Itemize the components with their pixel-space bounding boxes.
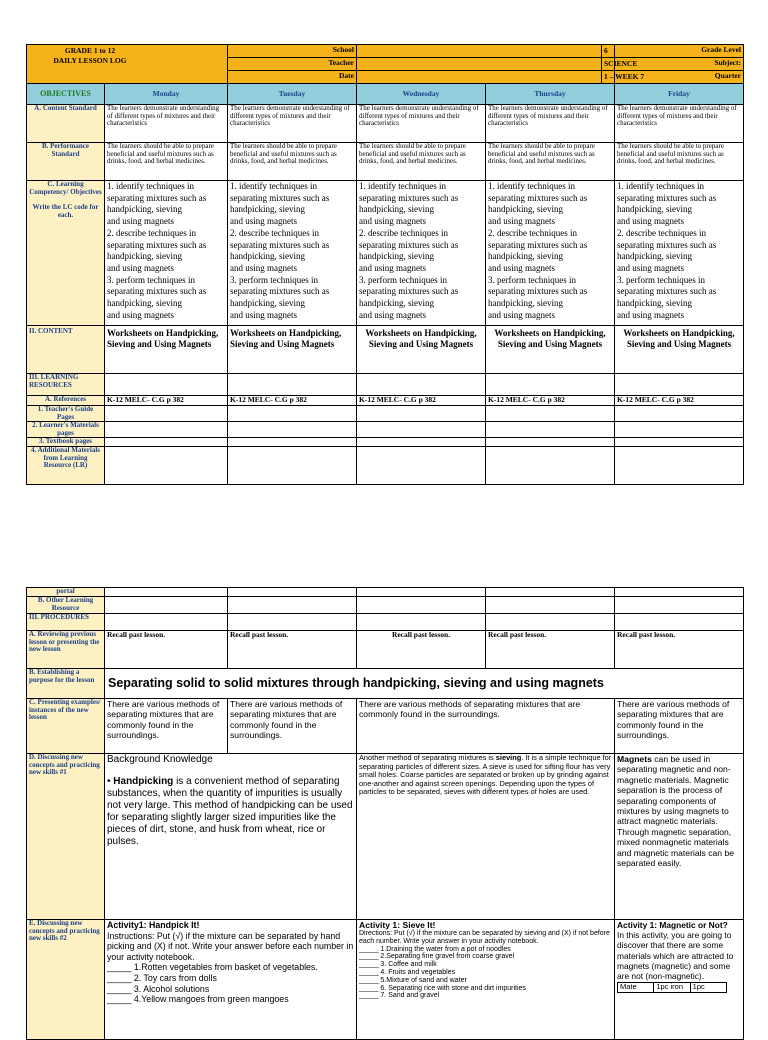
- performance-standard-monday: The learners should be able to prepare beneficial and useful mixtures such as drinks, food, and herbal medicines.: [105, 143, 228, 181]
- content-standard-label: A. Content Standard: [27, 105, 105, 143]
- content-standard-monday: The learners demonstrate understanding of different types of mixtures and their characteristics: [105, 105, 228, 143]
- presenting-wednesday-thursday: There are various methods of separating mixtures that are commonly found in the surroundings.: [357, 699, 615, 754]
- activity-sieve-instructions: Directions: Put (√) if the mixture can be separated by sieving and (X) if not before each number. Write your answer in your activity notebook.: [359, 930, 610, 945]
- references-wednesday: K-12 MELC- C.G p 382: [357, 396, 486, 406]
- recall-thursday: Recall past lesson.: [486, 631, 615, 669]
- subject-label: Subject:: [615, 58, 744, 71]
- recall-tuesday: Recall past lesson.: [228, 631, 357, 669]
- performance-standard-friday: The learners should be able to prepare beneficial and useful mixtures such as drinks, food, and herbal medicines.: [615, 143, 744, 181]
- teacher-value[interactable]: [357, 58, 615, 71]
- background-heading: Background Knowledge: [107, 754, 213, 765]
- recall-monday: Recall past lesson.: [105, 631, 228, 669]
- presenting-label: C. Presenting examples/ instances of the new lesson: [27, 699, 105, 754]
- additional-materials-label: 4. Additional Materials from Learning Resource (LR): [27, 447, 105, 485]
- recall-friday: Recall past lesson.: [615, 631, 744, 669]
- activity-sieve-title: Activity 1: Sieve It!: [359, 920, 436, 930]
- quarter-label: Quarter: [615, 71, 744, 84]
- activity-sieve-item: _____ 7. Sand and gravel: [359, 992, 440, 1000]
- magnets-term: Magnets: [617, 754, 652, 764]
- date-value[interactable]: [357, 71, 615, 84]
- other-resource-label: B. Other Learning Resource: [27, 597, 105, 614]
- activity-sieve-item: _____ 1.Draining the water from a pot of noodles: [359, 945, 511, 953]
- textbook-label: 3. Textbook pages: [27, 438, 105, 447]
- objectives-heading: OBJECTIVES: [27, 84, 105, 105]
- sieving-pre: Another method of separating mixtures is: [359, 753, 496, 762]
- magnets-background: [615, 754, 744, 920]
- activity-magnetic: [615, 920, 744, 1040]
- header-values: [601, 44, 743, 83]
- grade-level-value: 6: [601, 44, 743, 57]
- activity-sieve-item: _____ 5.Mixture of sand and water: [359, 976, 467, 984]
- log-title: DAILY LESSON LOG: [53, 56, 127, 65]
- learners-materials-label: 2. Learner's Materials pages: [27, 422, 105, 438]
- teacher-label: Teacher: [228, 58, 357, 71]
- activity-handpick-item: _____ 4.Yellow mangoes from green mangoes: [107, 994, 289, 1005]
- recall-wednesday: Recall past lesson.: [357, 631, 486, 669]
- sieving-background: [357, 754, 615, 920]
- presenting-monday: There are various methods of separating mixtures that are commonly found in the surroundings.: [105, 699, 228, 754]
- references-label: A. References: [27, 396, 105, 406]
- lesson-log-page-1: [26, 44, 743, 485]
- materials-table-cell: Mate: [618, 983, 654, 993]
- activity-sieve-item: _____ 3. Coffee and milk: [359, 961, 437, 969]
- log-title-cell: [27, 45, 228, 84]
- content-label: II. CONTENT: [27, 326, 105, 374]
- magnets-text: can be used in separating magnetic and non-magnetic materials. Magnetic separation is the process of separating components of mixtures by using magnets to attract magnetic materials. Through magnetic separation, mixed nonmagnetic materials and magnetic materials can be separated easily.: [617, 754, 735, 869]
- activity-handpick-title: Activity1: Handpick It!: [107, 920, 200, 930]
- activity-magnetic-text: In this activity, you are going to discover that there are some materials which are attracted to magnets (magnetic) and some are not (non-magnetic).: [617, 930, 734, 982]
- materials-table-cell: 1pc: [690, 983, 726, 993]
- lesson-log-page-2: [26, 587, 743, 1040]
- performance-standard-wednesday: The learners should be able to prepare beneficial and useful mixtures such as drinks, food, and herbal medicines.: [357, 143, 486, 181]
- activity-sieve-item: _____ 2.Separating fine gravel from coarse gravel: [359, 953, 515, 961]
- date-label: Date: [228, 71, 357, 84]
- lesson-log-table-2: [26, 587, 744, 1040]
- activity-handpick-item: _____ 1.Rotten vegetables from basket of vegetables.: [107, 962, 318, 973]
- performance-standard-thursday: The learners should be able to prepare beneficial and useful mixtures such as drinks, food, and herbal medicines.: [486, 143, 615, 181]
- competency-tuesday: 1. identify techniques in separating mixtures such as handpicking, sieving and using magnets 2. describe techniques in separating mixtures such as handpicking, sieving and using magnets 3. perform techniques in separating mixtures such as handpicking, sieving and using magnets: [228, 181, 357, 326]
- handpicking-background: [105, 754, 357, 920]
- performance-standard-label: B. Performance Standard: [27, 143, 105, 181]
- references-friday: K-12 MELC- C.G p 382: [615, 396, 744, 406]
- learning-resources-label: III. LEARNING RESOURCES: [27, 374, 105, 396]
- competency-monday: 1. identify techniques in separating mixtures such as handpicking, sieving and using magnets 2. describe techniques in separating mixtures such as handpicking, sieving and using magnets 3. perform techniques in separating mixtures such as handpicking, sieving and using magnets: [105, 181, 228, 326]
- content-standard-tuesday: The learners demonstrate understanding of different types of mixtures and their characteristics: [228, 105, 357, 143]
- procedures-label: III. PROCEDURES: [27, 614, 105, 631]
- competency-note: Write the LC code for each.: [32, 203, 99, 219]
- content-tuesday: Worksheets on Handpicking, Sieving and Using Magnets: [228, 326, 357, 374]
- grade-level-label: Grade Level: [615, 45, 744, 58]
- handpicking-text: is a convenient method of separating substances, when the quantity of impurities is usually not very large. This method of handpicking can be used for separating slightly larger sized impurities like the pieces of dirt, stone, and husk from wheat, rice or pulses.: [107, 776, 353, 847]
- activity-magnetic-title: Activity 1: Magnetic or Not?: [617, 920, 728, 930]
- bullet-icon: •: [107, 776, 114, 787]
- materials-table-cell: 1pc iron: [654, 983, 690, 993]
- activity-handpick-instructions: Instructions: Put (√) if the mixture can be separated by hand picking and (X) if not. Write your answer before each number in your activity notebook.: [107, 930, 354, 962]
- content-wednesday: Worksheets on Handpicking, Sieving and Using Magnets: [357, 326, 486, 374]
- content-thursday: Worksheets on Handpicking, Sieving and Using Magnets: [486, 326, 615, 374]
- competency-label: C. Learning Competency/ Objectives: [29, 180, 102, 196]
- content-friday: Worksheets on Handpicking, Sieving and Using Magnets: [615, 326, 744, 374]
- activity-handpick-item: _____ 3. Alcohol solutions: [107, 983, 210, 994]
- grade-title: GRADE 1 to 12: [64, 46, 116, 55]
- purpose-label: B. Establishing a purpose for the lesson: [27, 669, 105, 699]
- day-wednesday: Wednesday: [357, 84, 486, 105]
- activity-handpick: [105, 920, 357, 1040]
- references-thursday: K-12 MELC- C.G p 382: [486, 396, 615, 406]
- sieving-term: sieving: [495, 753, 522, 762]
- competency-thursday: 1. identify techniques in separating mixtures such as handpicking, sieving and using magnets 2. describe techniques in separating mixtures such as handpicking, sieving and using magnets 3. perform techniques in separating mixtures such as handpicking, sieving and using magnets: [486, 181, 615, 326]
- activity-handpick-item: _____ 2. Toy cars from dolls: [107, 972, 217, 983]
- discussing1-label: D. Discussing new concepts and practicing new skills #1: [27, 754, 105, 920]
- quarter-value: 1 – WEEK 7: [601, 70, 743, 83]
- subject-value: SCIENCE: [601, 57, 743, 70]
- day-monday: Monday: [105, 84, 228, 105]
- day-thursday: Thursday: [486, 84, 615, 105]
- sieving-text: . It is a simple technique for separating particles of different sizes. A sieve is used for sifting flour has very small holes. Coarse particles are separated or broken up by grinding against one-another and against screen openings. Depending upon the types of particles to be separated, sieves with different types of holes are used.: [359, 753, 612, 797]
- handpicking-term: Handpicking: [113, 776, 174, 787]
- activity-sieve-item: _____ 6. Separating rice with stone and dirt impurities: [359, 984, 526, 992]
- activity-sieve: [357, 920, 615, 1040]
- content-monday: Worksheets on Handpicking, Sieving and Using Magnets: [105, 326, 228, 374]
- competency-label-cell: [27, 181, 105, 326]
- presenting-tuesday: There are various methods of separating mixtures that are commonly found in the surroundings.: [228, 699, 357, 754]
- school-label: School: [228, 45, 357, 58]
- content-standard-wednesday: The learners demonstrate understanding of different types of mixtures and their characteristics: [357, 105, 486, 143]
- references-monday: K-12 MELC- C.G p 382: [105, 396, 228, 406]
- content-standard-thursday: The learners demonstrate understanding of different types of mixtures and their characteristics: [486, 105, 615, 143]
- performance-standard-tuesday: The learners should be able to prepare beneficial and useful mixtures such as drinks, food, and herbal medicines.: [228, 143, 357, 181]
- competency-wednesday: 1. identify techniques in separating mixtures such as handpicking, sieving and using magnets 2. describe techniques in separating mixtures such as handpicking, sieving and using magnets 3. perform techniques in separating mixtures such as handpicking, sieving and using magnets: [357, 181, 486, 326]
- portal-label: portal: [27, 588, 105, 597]
- presenting-friday: There are various methods of separating mixtures that are commonly found in the surroundings.: [615, 699, 744, 754]
- day-tuesday: Tuesday: [228, 84, 357, 105]
- lesson-log-table-1: [26, 44, 744, 485]
- purpose-text: Separating solid to solid mixtures through handpicking, sieving and using magnets: [105, 669, 744, 699]
- content-standard-friday: The learners demonstrate understanding of different types of mixtures and their characteristics: [615, 105, 744, 143]
- materials-table: [617, 982, 727, 993]
- reviewing-label: A. Reviewing previous lesson or presenting the new lesson: [27, 631, 105, 669]
- references-tuesday: K-12 MELC- C.G p 382: [228, 396, 357, 406]
- day-friday: Friday: [615, 84, 744, 105]
- teachers-guide-label: 1. Teacher's Guide Pages: [27, 406, 105, 422]
- activity-sieve-item: _____ 4. Fruits and vegetables: [359, 968, 456, 976]
- school-value[interactable]: [357, 45, 615, 58]
- discussing2-label: E. Discussing new concepts and practicing new skills #2: [27, 920, 105, 1040]
- competency-friday: 1. identify techniques in separating mixtures such as handpicking, sieving and using magnets 2. describe techniques in separating mixtures such as handpicking, sieving and using magnets 3. perform techniques in separating mixtures such as handpicking, sieving and using magnets: [615, 181, 744, 326]
